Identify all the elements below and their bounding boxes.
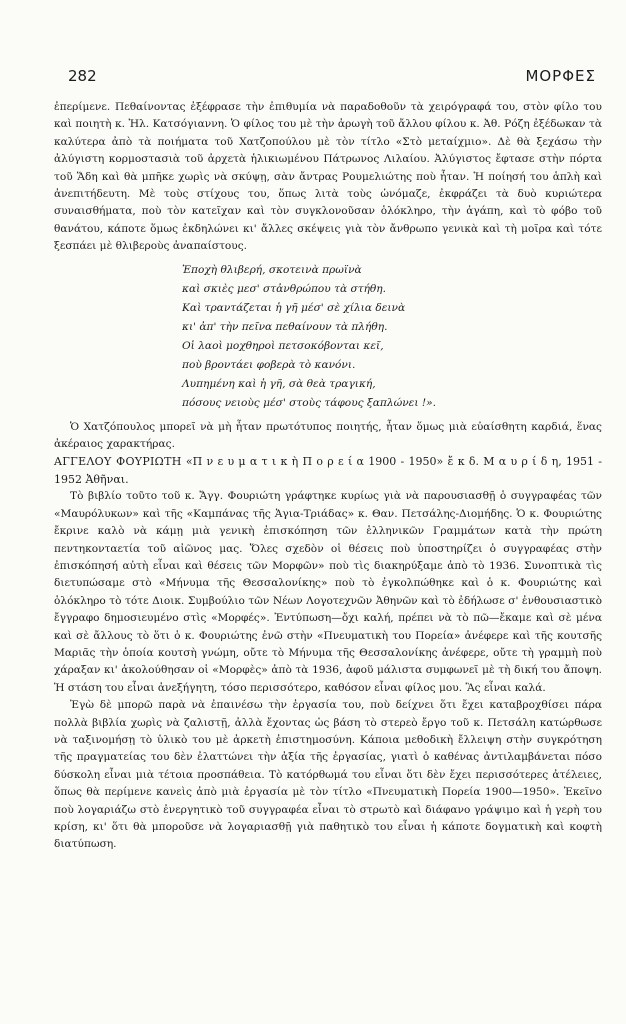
page-body bbox=[54, 99, 602, 854]
paragraph-review-2: Ἐγὼ δὲ μπορῶ παρὰ νὰ ἐπαινέσω τὴν ἐργασία του, ποὺ δείχνει ὅτι ἔχει καταβροχθίσει πάρα πολλὰ βιβλία χωρὶς νὰ ζαλιστῇ, ἀλλὰ ἔχοντας ὡς βάση τὸ στερεὸ ἔργο τοῦ κ. Πετσάλη κατώρθωσε νὰ ταξινομήσῃ τὸ ὑλικὸ του μὲ ἀρκετὴ ἐπιστημοσύνη. Κάποια μεθοδικὴ ἔλλειψη στὴν συγκρότηση τῆς πραγματείας του δὲν ἐλαττώνει τὴν ἀξία τῆς ἐργασίας, γιατὶ ὁ καθένας ἀντιλαμβάνεται πόσο δύσκολη εἶναι μιὰ τέτοια προσπάθεια. Τὸ κατόρθωμά του εἶναι ὅτι δὲν ἔχει περισσότερες ἀτέλειες, ὅπως θὰ περίμενε κανεὶς ἀπὸ μιὰ ἐργασία μὲ τὸν τίτλο «Πνευματικὴ Πορεία 1900—1950». Ἐκεῖνο ποὺ λογαριάζω στὸ ἐνεργητικὸ τοῦ συγγραφέα εἶναι τὸ στρωτὸ καὶ διάφανο γράψιμο καὶ ἡ γερὴ του κρίση, κι' ὅτι θὰ μποροῦσε νὰ λογαριασθῇ γιὰ παθητικὸ του εἶναι ἡ κάποτε δογματικὴ καὶ κοφτὴ διατύπωση. bbox=[54, 699, 602, 851]
poem-line: ποὺ βροντάει φοβερὰ τὸ κανόνι. bbox=[182, 358, 356, 371]
page-header bbox=[68, 67, 596, 89]
page-number: 282 bbox=[68, 67, 97, 85]
review-year-place: 1951 - 1952 Ἀθῆναι. bbox=[54, 455, 603, 486]
poem-line: καὶ σκιὲς μεσ' στἀνθρώπου τὰ στήθη. bbox=[182, 282, 387, 295]
poem-line: Καὶ τραντάζεται ἡ γῆ μέσ' σὲ χίλια δεινὰ bbox=[182, 301, 406, 314]
paragraph-continued: ἐπερίμενε. Πεθαίνοντας ἐξέφρασε τὴν ἐπιθυμία νὰ παραδοθοῦν τὰ χειρόγραφά του, στὸν φίλο του καὶ ποιητὴ κ. Ἠλ. Κατσόγιαννη. Ὁ φίλος του μὲ τὴν ἀρωγὴ τοῦ ἄλλου φίλου κ. Ἀθ. Ρόζη ἐξέδωκαν τὰ καλύτερα ἀπὸ τὰ ποιήματα τοῦ Χατζοπούλου μὲ τὸν τίτλο «Στὸ μεταίχμιο». Δὲ θὰ ξεχάσω τὴν ἀλύγιστη κορμοστασιὰ τοῦ ἀρχετὰ ἡλικιωμένου Πάτρωνος Λιλαίου. Ἀλύγιστος ἔφτασε στὴν πόρτα τοῦ Ἅδη καὶ θὰ μπῆκε χωρὶς νὰ σκύψῃ, σὰν ἄντρας Ρουμελιώτης ποὺ ἦταν. Ἡ ποίησή του ἁπλὴ καὶ ἀνεπιτήδευτη. Μὲ τοὺς στίχους του, ὅπως λιτὰ τοὺς ὠνόμαζε, ἐκφράζει τὰ δυὸ κυριώτερα συναισθήματα, ποὺ τὸν κατεῖχαν καὶ τὸν συγκλονοῦσαν ὁλόκληρο, τὴν ἀγάπη, καὶ τὸ φόβο τοῦ θανάτου, κάποτε ὅμως ἐκδηλώνει κι' ἄλλες σκέψεις γιὰ τὸν ἄνθρωπο γενικὰ καὶ τὴ μοῖρα καὶ τότε ξεσπάει μὲ θλιβεροὺς ἀναπαίστους. bbox=[54, 101, 602, 253]
poem-line: κι' ἀπ' τὴν πεῖνα πεθαίνουν τὰ πλήθη. bbox=[182, 320, 388, 333]
review-book-title: «Π ν ε υ μ α τ ι κ ὴ Π ο ρ ε ί α 1900 - 1950» bbox=[185, 455, 444, 469]
poem-excerpt bbox=[182, 261, 602, 413]
poem-line: Οἱ λαοὶ μοχθηροὶ πετσοκόβονται κεῖ, bbox=[182, 339, 384, 352]
poem-line: Λυπημένη καὶ ἡ γῆ, σὰ θεὰ τραγική, bbox=[182, 377, 376, 390]
poem-line: Ἐποχὴ θλιβερή, σκοτεινὰ πρωϊνὰ bbox=[182, 263, 362, 276]
paragraph-review-1: Τὸ βιβλίο τοῦτο τοῦ κ. Ἄγγ. Φουριώτη γράφτηκε κυρίως γιὰ νὰ παρουσιασθῇ ὁ συγγραφέας τῶν «Μαυρόλυκων» καὶ τῆς «Καμπάνας τῆς Ἁγια-Τριάδας» κ. Θαν. Πετσάλης-Διομήδης. Ὁ κ. Φουριώτης ἔκρινε καλὸ νὰ κάμῃ μιὰ γενικὴ ἐπισκόπηση τῶν ἑλληνικῶν Γραμμάτων κατὰ τὴν πρώτη πεντηκονταετία τοῦ αἰῶνος μας. Ὅλες σχεδὸν οἱ θέσεις ποὺ ὑποστηρίζει ὁ συγγραφέας στὴν ἐπισκόπησή αὐτὴ εἶναι καὶ θέσεις τῶν Μορφῶν» ποὺ τὶς διακηρύξαμε ἀπὸ τὸ 1936. Συνοπτικὰ τὶς διετυπώσαμε στὸ «Μήνυμα τῆς Θεσσαλονίκης» ποὺ τὸ ἐγκολπώθηκε καὶ ὁ κ. Φουριώτης καὶ ὁλόκληρο τὸ τότε Διοικ. Συμβούλιο τῶν Νέων Λογοτεχνῶν Ἀθηνῶν καὶ τὸ ἐδήλωσε σ' ἐνθουσιαστικὸ ἔγγραφο δημοσιευμένο στὶς «Μορφές». Ἐντύπωση—ὄχι καλή, πρέπει νὰ τὸ πῶ—ἔκαμε καὶ σὲ μένα καὶ σὲ ἄλλους τὸ ὅτι ὁ κ. Φουριώτης ἐνῶ στὴν «Πνευματικὴ του Πορεία» ἀνέφερε καὶ τῆς κουτσῆς Μαριᾶς τὴν ὁποία κουτσὴ γνώμη, οὔτε τὸ Μήνυμα τῆς Θεσσαλονίκης ἀνέφερε, οὔτε τὴ γραμμὴ ποὺ χάραξαν κι' ἀκολούθησαν οἱ «Μορφὲς» ἀπὸ τὰ 1936, ἀφοῦ μάλιστα συμφωνεῖ μὲ τὴ δική του ἄποψη. Ἡ στάση του εἶναι ἀνεξήγητη, τόσο περισσότερο, καθόσον εἶναι φίλος μου. Ἂς εἶναι καλά. bbox=[54, 490, 602, 694]
review-heading bbox=[54, 453, 602, 488]
review-author: ΑΓΓΕΛΟΥ ΦΟΥΡΙΩΤΗ bbox=[54, 455, 182, 469]
paragraph-conclusion: Ὁ Χατζόπουλος μπορεῖ νὰ μὴ ἦταν πρωτότυπος ποιητής, ἦταν ὅμως μιὰ εὐαίσθητη καρδιά, ἕνας ἀκέραιος χαρακτήρας. bbox=[54, 420, 602, 451]
review-edition: ἔ κ δ. Μ α υ ρ ί δ η, bbox=[447, 455, 562, 469]
running-title: ΜΟΡΦΕΣ bbox=[525, 67, 596, 85]
poem-line: πόσους νειοὺς μέσ' στοὺς τάφους ξαπλώνει !». bbox=[182, 396, 436, 409]
